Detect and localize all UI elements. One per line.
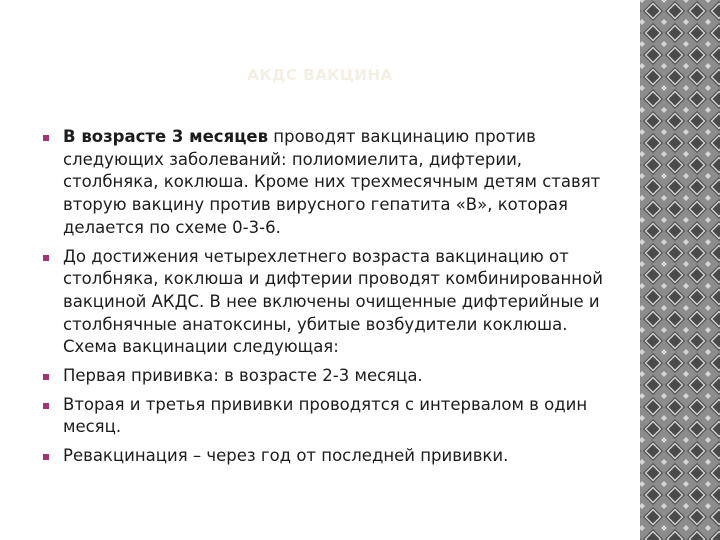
bullet-text: До достижения четырехлетнего возраста вакцинацию от столбняка, коклюша и дифтерии проводят комбинированной вакциной АКДС. В нее включены очищенные дифтерийные и столбнячные анатоксины, убитые возбудители коклюша. Схема вакцинации следующая: xyxy=(63,246,603,357)
decorative-diamond-pattern xyxy=(640,0,720,540)
bullet-bold-text: В возрасте 3 месяцев xyxy=(63,127,269,146)
bullet-list xyxy=(40,126,605,474)
bullet-square-icon xyxy=(43,135,49,141)
bullet-item-2 xyxy=(40,246,605,360)
bullet-item-4 xyxy=(40,394,605,439)
bullet-item-1 xyxy=(40,126,605,240)
bullet-text: проводят вакцинацию против следующих заболеваний: полиомиелита, дифтерии, столбняка, коклюша. Кроме них трехмесячным детям ставят вторую вакцину против вирусного гепатита «В», которая делается по схеме 0-3-6. xyxy=(63,127,601,237)
bullet-square-icon xyxy=(43,454,49,460)
bullet-square-icon xyxy=(43,255,49,261)
slide-title: АКДС ВАКЦИНА xyxy=(247,66,393,84)
bullet-item-5 xyxy=(40,445,605,468)
bullet-item-3 xyxy=(40,365,605,388)
bullet-square-icon xyxy=(43,374,49,380)
bullet-square-icon xyxy=(43,403,49,409)
bullet-text: Вторая и третья прививки проводятся с интервалом в один месяц. xyxy=(63,394,588,437)
bullet-text: Ревакцинация – через год от последней прививки. xyxy=(63,446,509,466)
bullet-text: Первая прививка: в возрасте 2-3 месяца. xyxy=(63,366,423,386)
